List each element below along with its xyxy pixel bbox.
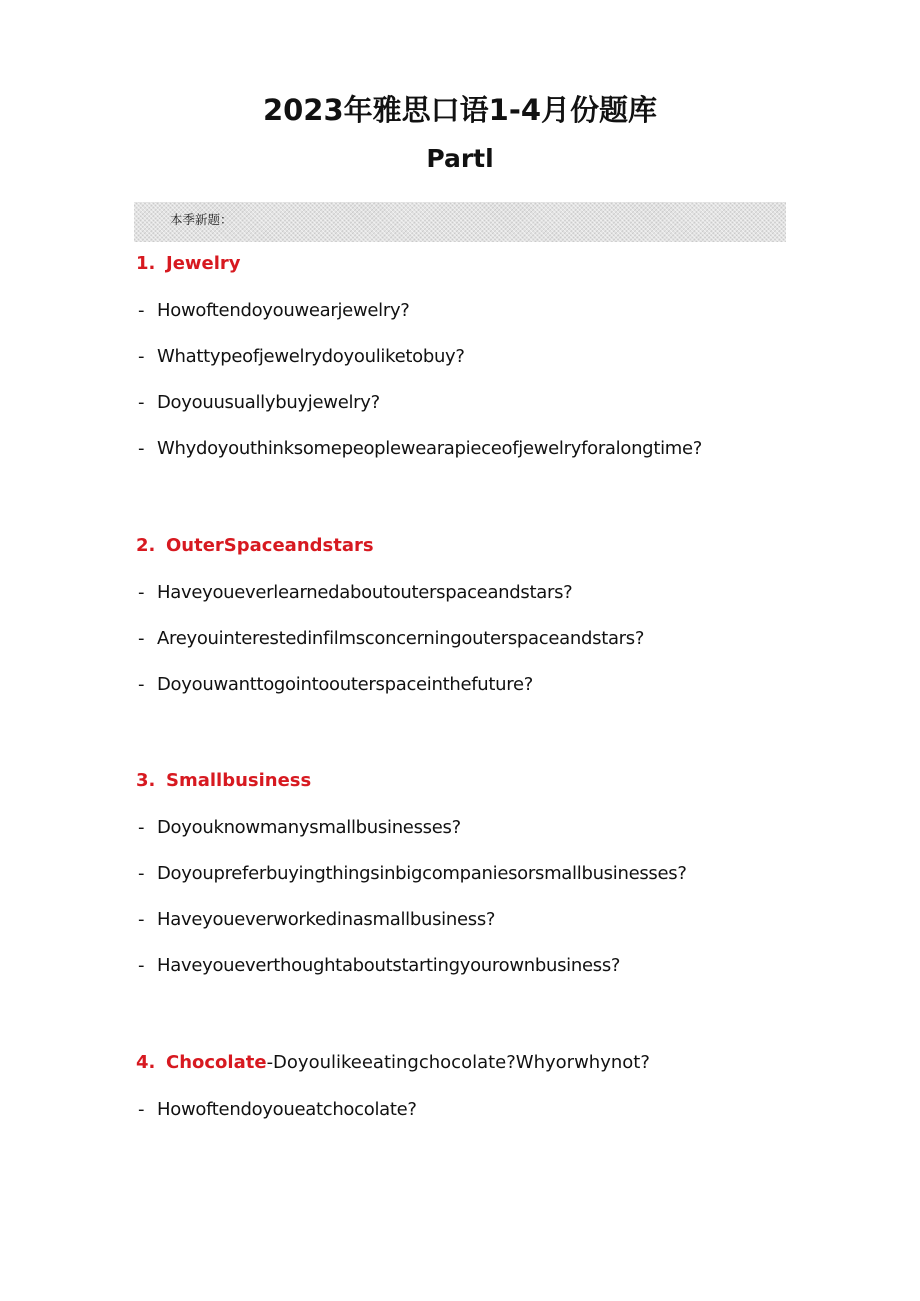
topic-number: 1. xyxy=(136,253,156,274)
list-dash: - xyxy=(138,955,145,976)
topic-number: 2. xyxy=(136,535,156,556)
topic-title: OuterSpaceandstars xyxy=(166,535,374,556)
question-text: Howoftendoyouwearjewelry? xyxy=(157,300,410,321)
topic-section-chocolate xyxy=(136,1052,836,1123)
question-text: Doyouwanttogointoouterspaceinthefuture? xyxy=(157,674,534,695)
list-dash: - xyxy=(138,346,145,367)
part-heading: Partl xyxy=(426,144,494,173)
question-text: Whattypeofjewelrydoyouliketobuy? xyxy=(157,346,465,367)
question-item xyxy=(136,674,836,698)
list-dash: - xyxy=(138,674,145,695)
question-item xyxy=(136,817,836,841)
list-dash: - xyxy=(138,300,145,321)
list-dash: - xyxy=(138,392,145,413)
list-dash: - xyxy=(138,863,145,884)
topic-section-small-business xyxy=(136,770,836,979)
question-item xyxy=(136,1099,836,1123)
question-text: Whydoyouthinksomepeoplewearapieceofjewelryforalongtime? xyxy=(157,438,703,459)
question-text: Doyoupreferbuyingthingsinbigcompaniesorsmallbusinesses? xyxy=(157,863,687,884)
question-text: Doyouknowmanysmallbusinesses? xyxy=(157,817,461,838)
topic-title: Smallbusiness xyxy=(166,770,312,791)
question-text: Haveyoueverthoughtaboutstartingyourownbusiness? xyxy=(157,955,621,976)
question-item xyxy=(136,392,836,416)
topic-title: Jewelry xyxy=(166,253,241,274)
question-item xyxy=(136,438,836,462)
question-item xyxy=(136,909,836,933)
list-dash: - xyxy=(138,582,145,603)
topic-heading xyxy=(136,535,836,559)
question-text: Howoftendoyoueatchocolate? xyxy=(157,1099,417,1120)
list-dash: - xyxy=(138,438,145,459)
question-item xyxy=(136,300,836,324)
question-item xyxy=(136,346,836,370)
new-topics-banner xyxy=(134,202,786,242)
question-text: Haveyoueverlearnedaboutouterspaceandstars? xyxy=(157,582,573,603)
question-item xyxy=(136,955,836,979)
topic-heading xyxy=(136,253,836,277)
banner-label: 本季新题： xyxy=(170,212,233,227)
list-dash: - xyxy=(138,628,145,649)
topic-heading xyxy=(136,770,836,794)
document-title: 2023年雅思口语1-4月份题库 xyxy=(262,93,658,127)
list-dash: - xyxy=(138,817,145,838)
list-dash: - xyxy=(138,1099,145,1120)
inline-question-text: -Doyoulikeeatingchocolate?Whyorwhynot? xyxy=(266,1052,650,1073)
topic-section-outer-space xyxy=(136,535,836,698)
topic-title: Chocolate xyxy=(166,1052,267,1073)
topic-section-jewelry xyxy=(136,253,836,462)
question-text: Areyouinterestedinfilmsconcerningouterspaceandstars? xyxy=(157,628,645,649)
topic-title-row xyxy=(166,1052,650,1073)
list-dash: - xyxy=(138,909,145,930)
question-item xyxy=(136,628,836,652)
topic-number: 3. xyxy=(136,770,156,791)
question-item xyxy=(136,582,836,606)
question-text: Doyouusuallybuyjewelry? xyxy=(157,392,380,413)
question-item xyxy=(136,863,836,887)
topic-heading xyxy=(136,1052,836,1076)
question-text: Haveyoueverworkedinasmallbusiness? xyxy=(157,909,496,930)
topic-number: 4. xyxy=(136,1052,156,1073)
